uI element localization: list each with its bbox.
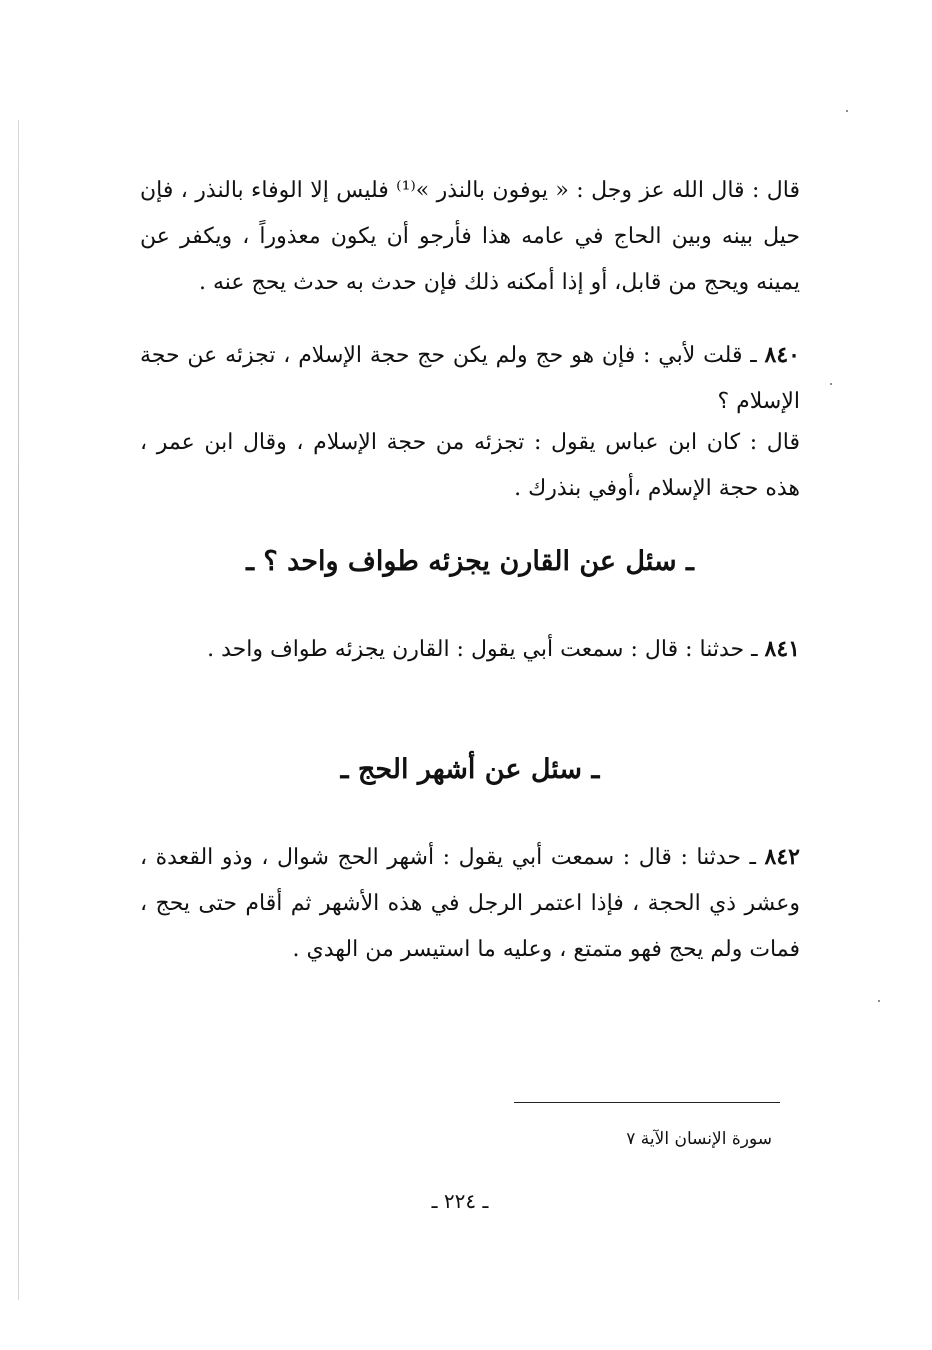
paragraph-vow-fulfillment — [140, 168, 800, 306]
entry-number: ٨٤١ — [764, 636, 800, 662]
footnote: سورة الإنسان الآية ٧ — [626, 1129, 772, 1149]
paragraph-text: ـ قلت لأبي : فإن هو حج ولم يكن حج حجة الإسلام ، تجزئه عن حجة الإسلام ؟ — [140, 343, 800, 414]
paragraph-text: ـ حدثنا : قال : سمعت أبي يقول : أشهر الحج شوال ، وذو القعدة ، وعشر ذي الحجة ، فإذا اعتمر الرجل في هذه الأشهر ثم أقام حتى يحج ، فمات ولم يحج فهو متمتع ، وعليه ما استيسر من الهدي . — [140, 845, 800, 962]
paragraph-text: قال : قال الله عز وجل : « يوفون بالنذر »⁽¹⁾ فليس إلا الوفاء بالنذر ، فإن حيل بينه وبين الحاج في عامه هذا فأرجو أن يكون معذوراً ، ويكفر عن يمينه ويحج من قابل، أو إذا أمكنه ذلك فإن حدث به حدث يحج عنه . — [140, 178, 800, 295]
paragraph-841 — [140, 626, 800, 673]
footnote-divider — [514, 1102, 780, 1103]
paragraph-text: قال : كان ابن عباس يقول : تجزئه من حجة الإسلام ، وقال ابن عمر ، هذه حجة الإسلام ،أوفي بنذرك . — [140, 430, 800, 501]
paragraph-840 — [140, 332, 800, 425]
scan-speck — [830, 383, 832, 385]
scan-speck — [878, 1000, 880, 1002]
entry-number: ٨٤٠ — [764, 342, 800, 368]
section-heading-hajj-months: ـ سئل عن أشهر الحج ـ — [340, 754, 600, 785]
scan-edge-line — [18, 120, 19, 1300]
paragraph-ibn-abbas — [140, 420, 800, 512]
page-number: ـ ٢٢٤ ـ — [431, 1189, 489, 1213]
entry-number: ٨٤٢ — [764, 844, 800, 870]
scan-speck — [846, 110, 848, 112]
paragraph-text: ـ حدثنا : قال : سمعت أبي يقول : القارن يجزئه طواف واحد . — [207, 637, 765, 662]
section-heading-qarin: ـ سئل عن القارن يجزئه طواف واحد ؟ ـ — [246, 546, 694, 577]
paragraph-842 — [140, 834, 800, 973]
